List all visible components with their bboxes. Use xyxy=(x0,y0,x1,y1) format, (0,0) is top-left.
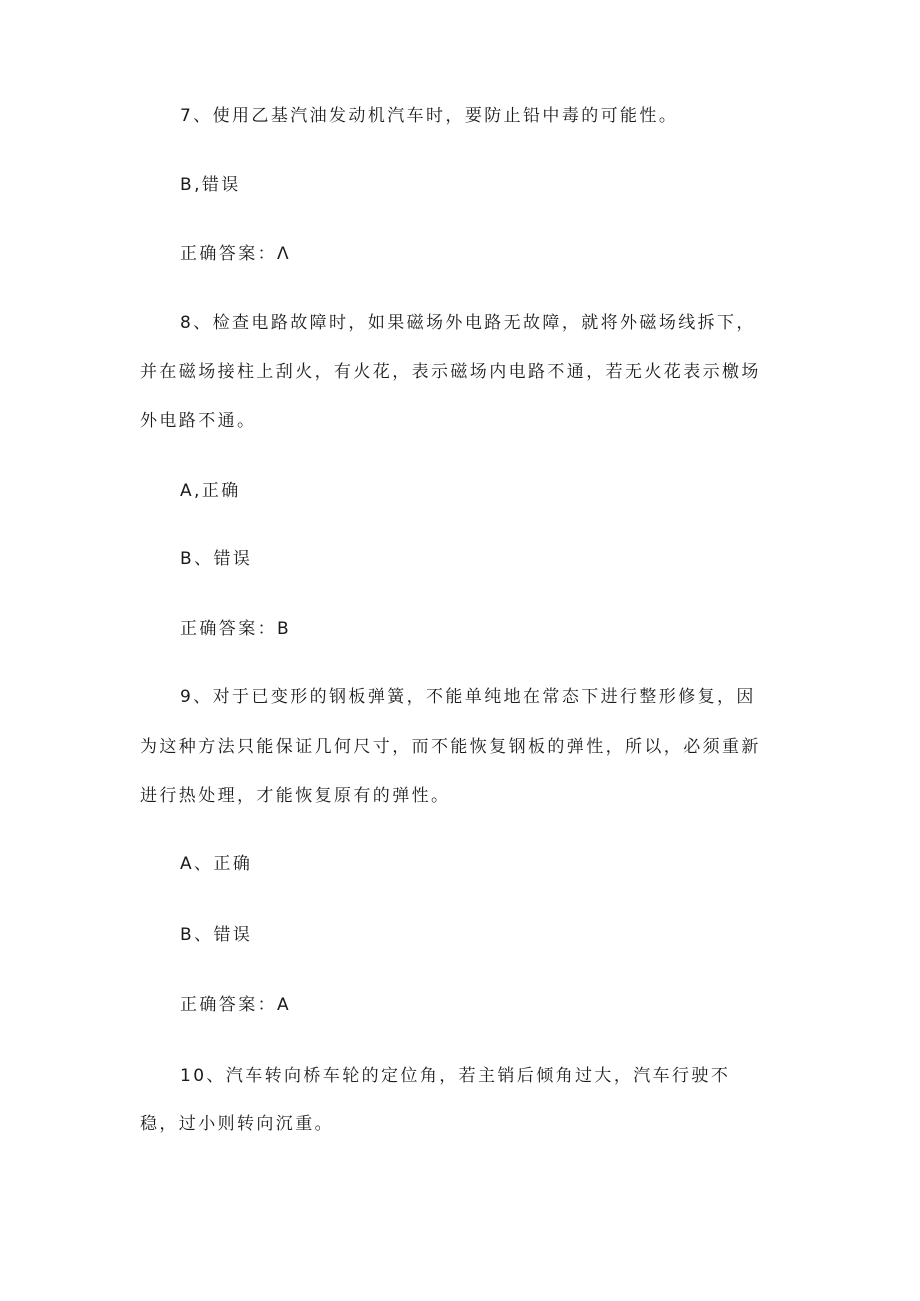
question-8-answer: 正确答案：B xyxy=(180,619,292,639)
question-9-line-3: 进行热处理，才能恢复原有的弹性。 xyxy=(140,786,451,806)
question-9-option-a: A、正确 xyxy=(180,854,253,874)
question-10-line-1: 10、汽车转向桥车轮的定位角，若主销后倾角过大，汽车行驶不 xyxy=(180,1066,731,1086)
question-8-line-1: 8、检查电路故障时，如果磁场外电路无故障，就将外磁场线拆下， xyxy=(180,313,756,333)
question-9-line-2: 为这种方法只能保证几何尺寸，而不能恢复钢板的弹性，所以，必须重新 xyxy=(140,737,761,757)
question-7-answer: 正确答案：Λ xyxy=(180,244,292,264)
question-7-option-b: B,错误 xyxy=(180,175,241,195)
question-9-answer: 正确答案：A xyxy=(180,995,292,1015)
question-8-option-a: A,正确 xyxy=(180,481,241,501)
question-8-line-3: 外电路不通。 xyxy=(140,411,257,431)
question-7-line-1: 7、使用乙基汽油发动机汽车时，要防止铅中毒的可能性。 xyxy=(180,106,679,126)
question-8-option-b: B、错误 xyxy=(180,549,253,569)
question-10-line-2: 稳，过小则转向沉重。 xyxy=(140,1114,334,1134)
question-8-line-2: 并在磁场接柱上刮火，有火花，表示磁场内电路不通，若无火花表示檄场 xyxy=(140,362,761,382)
question-9-line-1: 9、对于已变形的钢板弹簧，不能单纯地在常态下进行整形修复，因 xyxy=(180,687,756,707)
question-9-option-b: B、错误 xyxy=(180,925,253,945)
